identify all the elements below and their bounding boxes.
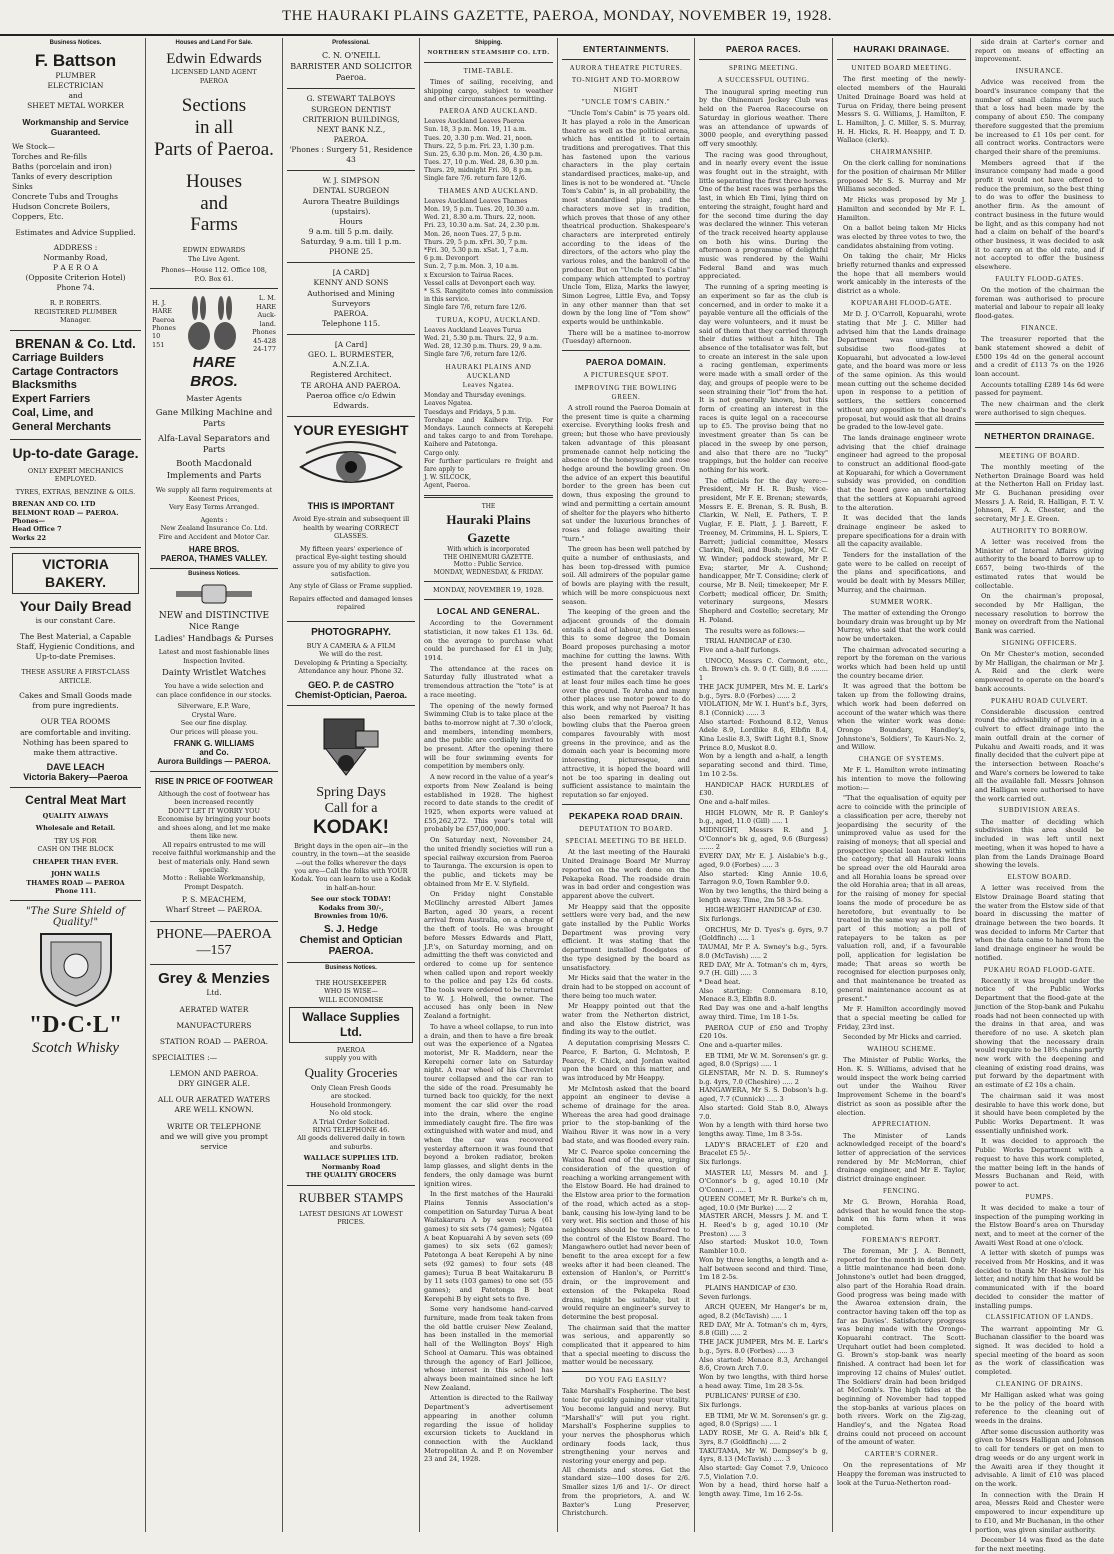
paragraph: Some very handsome hand-carved furniture, made from teak taken from the old battle cruiser New Zealand, has been installed in the memorial hall of the Wellington Boys' High School at Oamaru. This was obtained through the agency of Earl Jellicoe, whose interest in this school has always been maintained since he left New Zealand. xyxy=(424,1305,553,1392)
dateline: MONDAY, NOVEMBER 19, 1928. xyxy=(433,586,544,595)
agent-signature: EDWIN EDWARDS The Live Agent. xyxy=(182,246,246,263)
garage-ad xyxy=(10,440,141,548)
mechanics: ONLY EXPERT MECHANICS EMPLOYED. xyxy=(27,466,124,484)
wholesale: Wholesale and Retail. xyxy=(35,824,116,833)
paragraph: Members agreed that if the insurance company had made a good profit it would not have offered to reduce the premium, so the best thing to do was to offer the business to another firm. As the amount of contract business in the future would be light, and as this company had not had a claim on behalf of the board's other business, it was decided to ask it to carry on at the old rate, and if not accepted to offer the business elsewhere. xyxy=(975,158,1104,272)
paragraph: The green has been well patched by quite a number of enthusiasts, and has been top-dressed with pumice soil. All admirers of the popular game of bowls are playing with the result, which will be more conspicuous next season. xyxy=(562,545,690,606)
grey-menzies-name: Grey & Menzies xyxy=(158,969,270,987)
paragraph: "That the equalisation of equity per acre to coincide with the principle of a classification per acre, thereby not jeopardising the security of the unimproved value as used for the raising of moneys; that all special and prospective special loan rates within the category; that all Hauraki loans be spread over the old Hauraki area and all Horahia loans be spread over the old Horahia area; that in all areas, for the raising of money for special loans the mode of procedure be as heretofore, but eventually to be treated in the same way as in the first part of this motion; a poll of ratepayers to be taken as per valuation roll, and, if a favourable poll, application for legislation be made; That areas so worth be recognised for election purposes only, and that maintenance be treated as general maintenance account as at present." xyxy=(837,794,966,1003)
paragraph: Considerable discussion centred round the advisability of putting in a culvert to effect drainage into the main outfall drain at the corner of Pukahu and Awaiti roads, and it was finally decided that the culvert pipe at the intersection between Roache's and Ware's corners be lowered to take all the available fall. Messrs Johnson and Halligan were authorised to have the work carried out. xyxy=(975,707,1104,803)
paragraph: To have a wheel collapse, to run into a drain, and then to have a fire break out was the experience of a Ngatea motorist, Mr R. Maddern, near the Kerepehi corner late on Saturday night. A rear wheel of his Chevrolet tourer collapsed and the car ran to the side of the road. Presumably he turned back too quickly, for the next moment the car slid over the road into the drain, where the engine immediately caught fire. The fire was extinguished with water and mud, and when the car was recovered yesterday afternoon it was found that beyond a broken radiator, broken lamp glasses, and slight dents in the fenders, the only damage was burnt ignition wires. xyxy=(424,1022,553,1188)
subheading: FOREMAN'S REPORT. xyxy=(862,1235,941,1244)
masthead xyxy=(0,0,1114,36)
gazette-the: THE xyxy=(481,503,496,511)
races-heading: PAEROA RACES. xyxy=(725,44,802,54)
races-body xyxy=(699,88,828,1499)
races-sub: SPRING MEETING. xyxy=(729,64,798,73)
booth: Booth Macdonald Implements and Parts xyxy=(166,459,262,481)
manager: R. P. ROBERTS. REGISTERED PLUMBER Manager. xyxy=(34,299,117,325)
column-header: Business Notices. xyxy=(188,571,240,577)
paragraph: PUBLICANS' PURSE of £30. Six furlongs. xyxy=(699,1392,801,1410)
hare-left-phones: H. J. HARE Paeroa Phones 10 151 xyxy=(152,298,176,349)
scotch-whisky: Scotch Whisky xyxy=(31,1040,120,1057)
paragraph: The attendance at the races on Saturday fully illustrated what a tremendous attraction the "tote" is at a race meeting. xyxy=(424,664,553,699)
paragraph: The opening of the newly formed Swimming Club is to take place at the baths to-morrow night at 7.30 o'clock, and members, intending members, and the public are cordially invited to be present. After the opening there will be four swimming events for competition by members only. xyxy=(424,701,553,771)
paragraph: The first meeting of the newly-elected members of the Hauraki United Drainage Board was held at Turua on Friday, there being present Messrs S. G. Williams, J. Hamilton, F. L. Hamilton, J. C. Miller, S. S. Murray, H. H. Hicks, R. H. Heappy, and T. D. Wallace (clerk). xyxy=(837,75,966,145)
paragraph: The matter of extending the Orongo boundary drain was brought up by Mr Murray, who said that the work could now be undertaken. xyxy=(837,608,966,643)
paragraph: At the last meeting of the Hauraki United Drainage Board Mr Murray reported on the work done on the Pekapeka Road. The roadside drain was in bad order and congestion was apparent above the culvert. xyxy=(562,848,690,900)
important: THIS IS IMPORTANT xyxy=(307,501,395,512)
paragraph: On Friday night Constable McGlinchy arrested Albert James Barton, aged 30 years, a recent arrival from Australia, on a charge of the theft of tools. He was brought before Messrs Edwards and Platt, J.P.'s, on Saturday morning, and on admitting the theft was convicted and ordered to come up for sentence when called upon and report weekly to the police and pay 12s 6d costs. The tools were ordered to be returned to W. J. Holwell, the owner. The accused has only been in New Zealand a fortnight. xyxy=(424,890,553,1021)
subheading: APPRECIATION. xyxy=(871,1120,932,1129)
gazette-name: Hauraki Plains Gazette xyxy=(446,512,531,545)
supply: We supply all farm requirements at Keenest Prices, Very Easy Terms Arranged. xyxy=(155,486,273,512)
paragraph: The warrant appointing Mr G. Buchanan classifier to the board was signed. It was decided to hold a special meeting of the board as soon as the work of classification was completed. xyxy=(975,1324,1104,1377)
care: is our constant Care. xyxy=(35,615,116,625)
agent-phones: Phones—House 112. Office 108, P.O. Box 61. xyxy=(161,266,267,283)
entertainment-body xyxy=(562,109,690,346)
paragraph: ORCHUS, Mr D. Tyes's g. 6yrs, 9.7 (Goldfinch) ..... 1 TAUMAI, Mr P. A. Swney's b.g., 5yrs. 8.0 (McTavish) ..... 2 RED DAY, Mr A. Totman's ch m, 4yrs, 9.7 (H. Gill) ..... 3 * Dead heat. Also starting: Connemara 8.10, Menace 8.3, Elbfin 8.0. Red Day was one and a-half lengths away third. Time, 1m 18 1-5s. xyxy=(699,925,828,1021)
edwards-ad xyxy=(150,46,278,289)
paragraph: The lands drainage engineer wrote advising that the chief drainage engineer had agreed to the proposal to construct an additional flood-gate at Kopuarahi, for which a Government subsidy was provided, on condition that the board gave an undertaking that the settlers at Kopuarahi agreed to the alteration. xyxy=(837,433,966,512)
master-agents: Master Agents xyxy=(186,394,242,404)
tyres: TYRES, EXTRAS, BENZINE & OILS. xyxy=(15,487,136,496)
eye-text-4: Repairs effected and damaged lenses repaired xyxy=(289,594,413,612)
paragraph: It was decided to approach the Public Works Department with a request to have this work completed, the matter being left in the hands of Messrs Buchanan and Reid, with power to act. xyxy=(975,1137,1104,1189)
subheading: ELSTOW BOARD. xyxy=(1007,872,1072,881)
bakery-ad xyxy=(10,548,141,788)
paragraph: The chairman said it was most desirable to have this work done, but it should have been completed by the Public Works Department. It was essentially unfinished work. xyxy=(975,1091,1104,1135)
houses-headline: Houses and Farms xyxy=(186,170,242,236)
williams-owner: FRANK G. WILLIAMS and Co. Aurora Buildings — PAEROA. xyxy=(157,739,271,767)
eye-text-3: Any style of Glass or Frame supplied. xyxy=(289,582,413,591)
column-header: Business Notices. xyxy=(49,40,102,46)
paragraph: Mr Heappy pointed out that the water from the Netherton district, and also the Elstow district, was finding its way to the outlet. xyxy=(562,1002,690,1037)
paragraph: UNOCO, Messrs C. Cormont, etc., ch. Brown's ch. 9. 0 (T. Gill), 8.6 ........ 1 THE JACK JUMPER, Mrs M. E. Lark's b.g., 5yrs. 8.0 (Forbes) ...... 2 VIOLATION, Mr W. I. Hunt's b.f., 3yrs, 8.1 (Connick) ...... 3 Also started: Foxhound 8.12, Venus Adele 8.9, Lordlike 8.6, Elbfin 8.4, Kina Leslie 8.3, Swift Light 8.1, Snow Prince 8.0, Muskot 8.0. Won by a length and a-half, a length separating second and third. Time, 1m 10 2-5s. xyxy=(699,656,828,778)
paragraph: On Mr Chester's motion, seconded by Mr Halligan, the chairman or Mr J. A. Reid and the clerk were empowered to operate on the board's bank accounts. xyxy=(975,650,1104,693)
subheading: FINANCE. xyxy=(1021,323,1058,332)
netherton-sub: MEETING OF BOARD. xyxy=(999,451,1080,460)
paragraph: PAEROA CUP of £50 and Trophy £20 10s. One and a-quarter miles. xyxy=(699,1023,828,1049)
kodak-text: Bright days in the open air—in the country, in the town—at the seaside—out the folks wherever the days you are—Call the folks with YOUR Kodak. You can learn to use a Kodak in half-an-hour. xyxy=(290,841,412,892)
subheading: CLASSIFICATION OF LANDS. xyxy=(985,1313,1094,1322)
column-netherton xyxy=(971,38,1108,1553)
paragraph: The foreman, Mr J. A. Bennett, reported for the month in detail. Only a little maintenance had been done. Johnstone's outlet had been dragged, also part of the Horahia Road drain. Good progress was being made with the Awaroa extension drain, the contractor having taken off the top as far as Davies'. Satisfactory progress was being made with the Orongo-Kopuarahi contract. The Scott-Urquhart outlet had been completed. G. Brown's stop-bank was nearly finished. A contract had been let for improving 12 chains of Mules' outlet. The Soldiers' drain had been bridged at McComb's. The high tides at the beginning of November had topped the stop-banks at various places on both rivers. Work on the Zig-zag, Handley's, and the Ngatea Road drains could not proceed on account of the amount of water. xyxy=(837,1247,966,1447)
subheading: CHANGE OF SYSTEMS. xyxy=(858,755,945,764)
talboys-text: G. STEWART TALBOYS SURGEON DENTIST CRITERION BUILDINGS, NEXT BANK N.Z., PAEROA. 'Phones : Surgery 51, Residence 43 xyxy=(289,94,413,165)
schedule-thames: Leaves Auckland Leaves Thames Mon. 19, 5 p.m. Tues. 20, 10.30 a.m. Wed. 21, 8.30 a.m. Thurs. 22, noon. Fri. 23, 10.30 a.m. Sat. 24, 2.30 p.m. Mon. 26, noon Tues. 27, 5 p.m. Thurs. 29, 5 p.m. xFri. 30, 7 p.m. *Fri. 30, 5.30 p.m. xSat. 1, 7 a.m. 6 p.m. Devonport Sun. 2, 7 p.m. Mon. 3, 10 a.m. x Excursion to Tairua Races. Vessel calls at Devonport each way. * S.S. Rangitoto comes into commission in this service. Single fare 7/6, return fare 12/6. xyxy=(424,197,553,312)
eyesight-ad xyxy=(287,417,415,622)
paragraph: A letter with sketch of pumps was received from Mr Hoskins, and it was decided to thank Mr Hoskins for his letter, and notify him that he would be communicated with if the board decided to consider the matter of installing pumps. xyxy=(975,1249,1104,1310)
schedule-hauraki: Monday and Thursday evenings. Leaves Ngatea. Tuesdays and Fridays, 5 p.m. Torehape and Kaihere Trip. For Mondays. Launch connects at Kerepehi and takes cargo to and from Torehape. Kaihere and Patetonga. Cargo only. For further particulars re freight and fare apply to J. W. SILCOCK, Agent, Paeroa. xyxy=(424,392,553,490)
drainage-continued xyxy=(975,38,1104,417)
paragraph: On Saturday next, November 24, the united friendly societies will run a special railway excursion from Paeroa to Tauranga. The excursion is open to the public, and tickets may be obtained from Mr E. V. Slyfield. xyxy=(424,836,553,888)
supply-you: PAEROA supply you with xyxy=(325,1045,377,1063)
masthead-title: THE HAURAKI PLAINS GAZETTE, PAEROA, MONDAY, NOVEMBER 19, 1928. xyxy=(281,8,833,24)
williams-ad xyxy=(150,577,278,772)
spring-days: Spring Days Call for a xyxy=(316,784,386,816)
manufacturers: MANUFACTURERS xyxy=(176,1020,252,1030)
local-general-heading: LOCAL AND GENERAL. xyxy=(436,606,541,616)
bakery-owner: DAVE LEACH Victoria Bakery—Paeroa xyxy=(23,761,128,782)
simpson-card xyxy=(287,171,415,263)
drainage-body xyxy=(837,75,966,1487)
paragraph: December 14 was fixed as the date for the next meeting. xyxy=(975,1536,1104,1553)
column-professional xyxy=(283,38,420,1532)
photography-owner: GEO. P. de CASTRO Chemist-Optician, Paeroa. xyxy=(294,679,408,700)
kenny-text: [A CARD] KENNY AND SONS Authorised and Mining Surveyors PAEROA. Telephone 115. xyxy=(307,268,395,328)
bakery-title: VICTORIA BAKERY. xyxy=(12,553,139,594)
quality: QUALITY ALWAYS xyxy=(42,811,109,820)
kodak-owner: S. J. Hedge Chemist and Optician PAEROA. xyxy=(299,923,403,957)
battson-ad xyxy=(10,46,141,331)
agent-title: LICENSED LAND AGENT PAEROA xyxy=(171,68,257,85)
route-paeroa-auckland: PAEROA AND AUCKLAND. xyxy=(439,106,538,115)
paragraph: Mr Hicks said that the water in the drain had to be stopped on account of there being too much water. xyxy=(562,974,690,1000)
paragraph: It was decided to make a tour of inspection of the pumping working in the Elstow Board's area on Thursday next, and to meet at the corner of the Awaiti West Road at one o'clock. xyxy=(975,1203,1104,1247)
quality-groceries: Quality Groceries xyxy=(304,1064,398,1080)
cheaper: CHEAPER THAN EVER. xyxy=(32,857,119,866)
paragraph: The Minister of Lands acknowledged receipt of the board's letter of appreciation of the services rendered by Mr McMorran, chief drainage engineer, and Mr E. Taylor, district drainage engineer. xyxy=(837,1131,966,1184)
column-entertainments xyxy=(558,38,695,1532)
stock-list: We Stock— Torches and Re-fills Baths (porcelain and iron) Tanks of every description Sinks Concrete Tubs and Troughs Hudson Concrete Boilers, Coppers, Etc. xyxy=(12,141,118,222)
footwear-ad xyxy=(150,772,278,922)
column-header: Shipping. xyxy=(474,40,503,46)
gazette-sub: With which is incorporated THE OHINEMURI GAZETTE. Motto : Public Service. MONDAY, WEDNESDAY, & FRIDAY. xyxy=(433,545,544,577)
photography-ad xyxy=(287,622,415,706)
paragraph: Mr G. Brown, Horahia Road, advised that he would fence the stop-bank on his farm when it was completed. xyxy=(837,1197,966,1233)
footwear-body: Although the cost of footwear has been increased recently DON'T LET IT WORRY YOU Economise by bringing your boots and shoes along, and let me make them like new. All repairs entrusted to me will receive faithful workmanship and the best of materials only. Hand sewn specially. Motto : Reliable Workmanship, Prompt Despatch. xyxy=(152,790,276,891)
latest-designs: LATEST DESIGNS AT LOWEST PRICES. xyxy=(299,1209,403,1226)
schedule-paeroa: Leaves Auckland Leaves Paeroa Sun. 18, 3 p.m. Mon. 19, 11 a.m. Tues. 20, 3.30 p.m. Wed. 21, noon. Thurs. 22, 5 p.m. Fri. 23, 1.30 p.m. Sun. 25, 6.30 p.m. Mon. 26, 4.30 p.m. Tues. 27, 10 p.m. Wed. 28, 6.30 p.m. Thurs. 29, midnight Fri. 30, 8 p.m. Single fare 7/6. return fare 12/6. xyxy=(424,118,543,183)
pekapeka-body xyxy=(562,848,690,1367)
subheading: WAIHOU SCHEME. xyxy=(867,1045,936,1054)
eye-text-1: Avoid Eye-strain and subsequent ill health by wearing CORRECT GLASSES. xyxy=(292,515,410,541)
kodak-brand: KODAK! xyxy=(313,816,389,838)
eye-text-2: My fifteen years' experience of practical Eye-sight testing should assure you of my ability to give you satisfaction. xyxy=(292,544,410,579)
alfa-laval: Alfa-Laval Separators and Parts xyxy=(157,433,271,455)
schedule-turua: Leaves Auckland Leaves Turua Wed. 21, 5.30 p.m. Thurs. 22, 9 a.m. Wed. 28, 12.30 p.m. Thurs. 29, 9 a.m. Single fare 7/6, return fare 12/6. xyxy=(424,326,542,359)
route-thames-auckland: THAMES AND AUCKLAND. xyxy=(438,186,539,195)
grey-menzies-ad xyxy=(150,965,278,1163)
paragraph: The chairman said that the matter was serious, and apparently so complicated that it appeared to him that a special meeting to discuss the matter would be necessary. xyxy=(562,1323,690,1367)
paragraph: EB TIMI, Mr W. M. Sorensen's gr. g. aged, 8.0 (Sprigs) ..... 1 LADY ROSE, Mr G. A. Reid's blk f, 3yrs, 8.7 (Goldfinch) ..... 2 TAKUTAMA, Mr W. Dempsey's b g, 4yrs, 8.13 (McTavish) ..... 3 Also started: Gay Comet 7.9, Unicoco 7.5, Violation 7.0. Won by a head, third horse half a length away. Time, 1m 16 2-5s. xyxy=(699,1411,828,1499)
paragraph: The treasurer reported that the bank statement showed a debit of £500 19s 4d on the general account and a credit of £113 7s on the 1926 loan account. xyxy=(975,335,1104,378)
wristlet: Dainty Wristlet Watches xyxy=(162,667,266,678)
paragraph: The officials for the day were:— President, Mr H. R. Bush; vice-president, Mr F. E. Brenan; stewards, Messrs E. E. Brenan, S. R. Bush, B. Clarkin, W. Nell, E. Pathers, T. P. Vuglar, F. E. Platt, J. J. Barrett, F. Treeney, M. Crimmins, H. L. Spiers, T. Barrett; judicial committee, Messrs Clarkin, Neil, and Bush; judge, Mr C. W. Winder; paddock steward, Mr P. Eva; starter, Mr A. Cushond; handicapper, Mr T. Considine; clerk of course, Mr B. Neil; timekeeper, Mr F. Corbett; medical officer, Dr. Smith; veterinary surgeons, Messrs Shepherd and Costello; secretary, Mr H. Poland. xyxy=(699,476,828,624)
subheading: INSURANCE. xyxy=(1015,67,1064,76)
gane: Gane Milking Machine and Parts xyxy=(155,407,273,430)
column-houses-land xyxy=(146,38,283,1532)
hare-brand: HARE BROS. xyxy=(190,353,238,390)
hare-right-phones: L. M. HARE Auck- land. Phones 45-428 24-177 xyxy=(252,294,276,354)
paragraph: Seconded by Mr Hicks and carried. xyxy=(843,1033,962,1042)
gazette-nameplate xyxy=(424,503,553,577)
paragraph: Accounts totalling £289 14s 6d were passed for payment. xyxy=(975,380,1104,398)
uncle-tom: "UNCLE TOM'S CABIN." xyxy=(581,97,671,106)
aerated-water: AERATED WATER xyxy=(179,1004,249,1014)
wallace-ad xyxy=(287,971,415,1186)
column-header: Business Notices. xyxy=(325,964,377,971)
paragraph: Mr F. L. Hamilton wrote intimating his intention to move the following motion:— xyxy=(837,766,966,792)
domain-body xyxy=(562,404,690,800)
phone-number: PHONE—PAEROA —157 xyxy=(156,926,272,958)
cakes: Cakes and Small Goods made from pure ingredients. xyxy=(19,691,132,711)
paragraph: After some discussion authority was given to Messrs Halligan and Johnson to call for tenders or get on men to drag weeds or do any urgent work in the Awaiti area if they thought it advisable. A limit of £10 was placed on the work. xyxy=(975,1427,1104,1488)
paragraph: On taking the chair, Mr Hicks briefly returned thanks and expressed the hope that all members would work amicably in the interests of the district as a whole. xyxy=(837,252,966,296)
photography-title: PHOTOGRAPHY. xyxy=(311,626,391,638)
column-header: Professional. xyxy=(332,40,370,46)
paragraph: Mr Halligan asked what was going to be the policy of the board with reference to the cleaning out of weeds in the drains. xyxy=(975,1390,1104,1426)
assure: THESE ASSURE A FIRST-CLASS ARTICLE. xyxy=(21,668,130,685)
estimates: Estimates and Advice Supplied. xyxy=(15,227,136,237)
subheading: AUTHORITY TO BORROW. xyxy=(991,526,1088,535)
shield-crest-icon xyxy=(31,928,121,1008)
tonight: TO-NIGHT AND TO-MORROW NIGHT xyxy=(571,76,681,94)
paragraph: The new chairman and the clerk were authorised to sign cheques. xyxy=(975,400,1104,417)
housekeeper: THE HOUSEKEEPER WHO IS WISE— WILL ECONOMISE xyxy=(315,978,387,1004)
paragraph: Mr McIntosh asked that the board appoint an engineer to devise a scheme of drainage for the area. Whereas the area had good drainage prior to the stop-banking of the Waihou River it was now in a very bad state, and was flooded every rain. xyxy=(562,1084,690,1145)
kodak-prices: See our stock TODAY! Kodaks from 30/-, Brownies from 10/6. xyxy=(310,895,392,921)
paragraph: side drain at Carter's corner and report on means of effecting an improvement. xyxy=(975,38,1104,64)
races-sub-2: A SUCCESSFUL OUTING. xyxy=(717,76,810,85)
services: Carriage Builders Cartage Contractors Blacksmiths Expert Farriers Coal, Lime, and General Merchants xyxy=(12,351,119,433)
hare-rabbits-icon xyxy=(177,294,247,354)
paragraph: On the clerk calling for nominations for the position of chairman Mr Miller proposed Mr S. S. Murray and Mr Williams seconded. xyxy=(837,159,966,194)
paragraph: HANDICAP HACK HURDLES of £30. One and a-half miles. xyxy=(699,780,828,806)
specialties: SPECIALTIES :— xyxy=(152,1052,218,1062)
advertiser-name: BRENAN & Co. Ltd. xyxy=(15,335,136,351)
paragraph: In connection with the Drain H area, Messrs Reid and Chester were empowered to incur expenditure up to £10, and Mr Buchanan, in the other portion, was given similar authority. xyxy=(975,1490,1104,1534)
pekapeka-heading: PEKAPEKA ROAD DRAIN. xyxy=(569,810,683,821)
column-races xyxy=(695,38,833,1532)
paragraph: The chairman advocated securing a report by the foreman on the various works which had been held up until the country became drier. xyxy=(837,645,966,680)
wristwatch-icon xyxy=(174,582,254,606)
selection: You have a wide selection and can place confidence in our stocks. xyxy=(156,682,272,699)
paragraph: The Minister of Public Works, the Hon. K. S. Williams, advised that he would inspect the work being carried out under the Waihou River Improvement Scheme in the board's district as soon as possible after the election. xyxy=(837,1056,966,1117)
paragraph: It was decided that the lands drainage engineer be asked to prepare specifications for a drain with all the capacity available. xyxy=(837,514,966,549)
route-hauraki: HAURAKI PLAINS AND AUCKLAND Leaves Ngatea. xyxy=(445,362,532,389)
paragraph: The results were as follows:— xyxy=(705,626,806,635)
paragraph: In the first matches of the Hauraki Plains Tennis Association's competition on Saturday Turua A beat Waitakaruru A by seven sets (61 games) to six sets (74 games); Ngatea A beat Kopuarahi A by seven sets (69 games) to six sets (62 games); Patetonga A beat Kerepehi A by nine sets (92 games) to four sets (48 games); Turua B beat Waitakaruru B by 11 sets (103 games) to one set (55 games); and Patetonga B beat Kerepehi B by eight sets to five. xyxy=(424,1190,553,1303)
domain-sub: A PICTURESQUE SPOT. xyxy=(583,371,669,380)
simpson-text: W. J. SIMPSON DENTAL SURGEON Aurora Theatre Buildings (upstairs). Hours 9 a.m. till 5 p.m. daily. Saturday, 9 a.m. till 1 p.m. PHONE 25. xyxy=(300,176,402,257)
paragraph: The inaugural spring meeting run by the Ohinemuri Jockey Club was held on the Paeroa Racecourse on Saturday in glorious weather. There was an attendance of upwards of 3000 people, and everything passed off very smoothly. xyxy=(699,87,828,148)
grey-ltd: Ltd. xyxy=(206,988,222,998)
shield-slogan: "The Sure Shield of Quality!" xyxy=(26,906,125,929)
paragraph: Mr Hicks was proposed by Mr J. Hamilton and seconded by Mr F. L. Hamilton. xyxy=(837,196,966,222)
paragraph: The matter of deciding which subdivision this area should be included in was left until next meeting, when it was hoped to have a plan from the Lands Drainage Board showing the levels. xyxy=(975,817,1104,870)
shipping-company: NORTHERN STEAMSHIP CO. LTD. xyxy=(427,49,550,56)
wallace-footer: WALLACE SUPPLIES LTD. Normanby Road THE QUALITY GROCERS xyxy=(303,1154,399,1180)
photography-text: BUY A CAMERA & A FILM We will do the rest. Developing & Printing a Specialty. Attendance any hour. Phone 32. xyxy=(294,641,408,676)
local-general-body xyxy=(424,619,553,1464)
fag-heading: DO YOU FAG EASILY? xyxy=(585,1376,667,1385)
paragraph: Mr D. J. O'Carroll, Kopuarahi, wrote stating that Mr J. C. Miller had advised him that the Lands drainage Department was unwilling to subsidise two flood-gates at Kopuarahi, but advocated a low-level gate, and the board was more or less of the same opinion. As this would mean cutting out the scheme decided upon in response to a petition of settlers, the settlers concerned without any opposition to the board's proposal, but would ask that all drains be graded to the low-level gate. xyxy=(837,310,966,432)
meat-ad xyxy=(10,788,141,902)
paragraph: TRIAL HANDICAP of £30. Five and a-half furlongs. xyxy=(699,637,792,654)
subheading: FENCING. xyxy=(883,1186,920,1195)
best-material: The Best Material, a Capable Staff, Hygienic Conditions, and Up-to-date Premises. xyxy=(16,631,135,662)
paragraph: On the representations of Mr Heappy the foreman was instructed to look at the Turua-Netherton road- xyxy=(837,1461,966,1487)
paragraph: ARCH QUEEN, Mr Hanger's br m, aged, 8.2 (McTavish) ..... 1 RED DAY, Mr A. Totman's ch m, 4yrs, 8.8 (Gill) ..... 2 THE JACK JUMPER, Mrs M. E. Lark's b.g., 5yrs. 8.0 (Forbes) ..... 3 Also started: Menace 8.3, Archangel 8.6, Crown Arch 7.0. Won by two lengths, with third horse a head away. Time, 1m 28 3-5s. xyxy=(699,1303,828,1390)
trades: PLUMBER ELECTRICIAN and SHEET METAL WORKER xyxy=(27,71,124,111)
silverware: Silverware, E.P. Ware, Crystal Ware. See our fine display. Our prices will please you. xyxy=(170,702,258,736)
pekapeka-sub: DEPUTATION TO BOARD. xyxy=(579,824,673,833)
well-known: ALL OUR AERATED WATERS ARE WELL KNOWN. xyxy=(157,1095,271,1115)
meat-owner: JOHN WALLS THAMES ROAD — PAEROA Phone 111. xyxy=(26,870,125,895)
paragraph: Mr Heappy said that the opposite settlers were very bad, and the new gate installed by the Public Works Department was proving very efficient. It was stating that the department installed floodgates of the type designed by the board as unsatisfactory. xyxy=(562,902,690,972)
paragraph: Advice was received from the board's insurance company that the number of small claims were such that a loss had been made by the company of about £50. The company therefore suggested that the premium be increased to £1 10s per cent. for all contract works. Contractors were charged their share of the premiums. xyxy=(975,78,1104,156)
fag-body: Take Marshall's Fospherine. The best tonic for quickly gaining your vitality. You become languid and nervy. But "Marshall's" will put you right. Marshall's Fospherine supplies to your nerves the phosphorus which ordinary foods lack, thus strengthening your nerves and restoring your energy and pep. All chemists and stores. Get the standard size—100 doses for 2/6. Smaller sizes 1/6 and 1/-. Or direct from the proprietors, A. and W. Baxter's Lung Preserver, Christchurch. xyxy=(562,1387,690,1518)
bread-slogan: Your Daily Bread xyxy=(19,598,132,615)
talboys-card xyxy=(287,89,415,171)
insurance-agents: Agents : New Zealand Insurance Co. Ltd. Fire and Accident and Motor Car. xyxy=(158,515,270,541)
paragraph: There will be a matinee to-morrow (Tuesday) afternoon. xyxy=(562,328,690,346)
footwear-owner: P. S. MEACHEM, Wharf Street — PAEROA. xyxy=(165,895,263,915)
wallace-details: Only Clean Fresh Goods are stocked. Household Ironmongery. No old stock. A Trial Order Solicited. RING TELEPHONE 46. All goods delivered daily in town and suburbs. xyxy=(297,1083,405,1151)
paragraph: A deputation comprising Messrs C. Pearce, F. Barton, G. McIntosh, P. Pearce, F. Chick, and Jordan waited upon the board on this matter, and was introduced by Mr Heappy. xyxy=(562,1039,690,1082)
paragraph: A new record in the value of a year's exports from New Zealand is being established in 1928. The highest record to date stands to the credit of 1925, when exports were valued at £55,262,272. This year's total will probably be £57,000,000. xyxy=(424,773,553,834)
subheading: CLEANING OF DRAINS. xyxy=(995,1379,1084,1388)
timetable-intro: Times of sailing, receiving, and shipping cargo, subject to weather and other circumstances permitting. xyxy=(424,77,553,104)
paragraph: The racing was good throughout, and in nearly every event the issue was fought out in the straight, with little separating the first three horses. One of the best races was perhaps the last, in which Eb Timi, lying third on entering the straight, fought hard and for the second time during the day was declared the winner. This veteran of the track received hearty applause on both his wins. During the afternoon a programme of delightful music was rendered by the Waihi Federal Band and was much appreciated. xyxy=(699,150,828,281)
burmester-text: [A Card] GEO. L. BURMESTER, A.N.Z.I.A. Registered Architect. TE AROHA AND PAEROA. Paeroa office c/o Edwin Edwards. xyxy=(301,340,401,410)
paragraph: LADY'S BRACELET of £20 and Bracelet £5 5/-. Six furlongs. xyxy=(699,1140,828,1167)
paragraph: On a ballot being taken Mr Hicks was elected by three votes to two, the candidates abstaining from voting. xyxy=(837,224,966,250)
paragraph: On the motion of the chairman the foreman was authorised to procure material and labour to repair all leaky flood-gates. xyxy=(975,286,1104,321)
footwear-title: RISE IN PRICE OF FOOTWEAR xyxy=(155,777,273,787)
kodak-ad xyxy=(287,706,415,963)
subheading: SUBDIVISION AREAS. xyxy=(998,806,1081,815)
bags-title: NEW and DISTINCTIVE xyxy=(158,611,270,621)
subheading: FAULTY FLOOD-GATES. xyxy=(995,274,1084,283)
paragraph: Recently it was brought under the notice of the Public Works Department that the flood-gate at the junction of the Stop-bank and Pukahu roads had not been connected up with the drains in that area, and was therefore of no use. A sketch plan showing that the necessary drain would require to be 18¾ chains partly new work with the deepening and cleaning of existing road drains, was put forward by the department with an estimate of £2 10s a chain. xyxy=(975,976,1104,1090)
dcl-ad xyxy=(10,901,141,1062)
netherton-body xyxy=(975,463,1104,1554)
aurora-heading: AURORA THEATRE PICTURES. xyxy=(569,64,683,73)
burmester-card xyxy=(287,335,415,417)
oneill-text: C. N. O'NEILL BARRISTER AND SOLICITOR Paeroa. xyxy=(290,51,412,82)
column-drainage xyxy=(833,38,971,1532)
column-shipping-local xyxy=(420,38,558,1532)
phone-banner xyxy=(150,922,278,965)
paragraph: Tenders for the installation of the gate were to be called on receipt of the plans and specifications, and would be dealt with by Messrs Miller, Murray, and the chairman. xyxy=(837,551,966,594)
write-telephone: WRITE OR TELEPHONE and we will give you prompt service xyxy=(160,1121,268,1151)
handbags: Nice Range Ladies' Handbags & Purses xyxy=(154,622,274,644)
paragraph: MASTER LU, Messrs M. and J. O'Connor's b g, aged 10.10 (Mr O'Connor) ..... 1 QUEEN COMET, Mr R. Burke's ch m, aged, 10.0 (Mr Burke) ..... 2 MASTER ARCH, Messrs J. M. and T. H. Reed's b g, aged 10.10 (Mr Preston) ..... 3 Also started: Muskot 10.0, Town Rambler 10.0. Won by three lengths, a length and a-half between second and third. Time, 1m 18 2-5s. xyxy=(699,1168,828,1282)
station-road: STATION ROAD — PAEROA. xyxy=(159,1036,269,1046)
paragraph: The running of a spring meeting is an experiment so far as the club is concerned, and in order to make it a payable venture all the officials of the day were volunteers, and it must be said of them that they carried through their duties without a hitch. The absence of the totalisator was felt, but to create an interest in the sale upon a racing gentleman, experiments were made with a small order of the day, and groups of people were to be seen straining their "lot" from the hat. It is not generally known, but this form of creating an interest in the races is quite legal on a racecourse up to £5. The proviso being that no investment greater than 5s can be placed in the sweep by one person, and also that there are no "lucky" trappings, but the holder can receive nothing for his work. xyxy=(699,283,828,474)
eye-icon xyxy=(296,439,406,494)
oneill-card xyxy=(287,46,415,89)
rubber-stamps-ad xyxy=(287,1186,415,1232)
column-business-notices xyxy=(6,38,146,1532)
timetable-title: TIME-TABLE. xyxy=(463,66,514,75)
lemon-ginger: LEMON AND PAEROA. DRY GINGER ALE. xyxy=(169,1069,259,1089)
subheading: SUMMER WORK. xyxy=(870,597,933,606)
drainage-sub: UNITED BOARD MEETING. xyxy=(851,64,952,73)
domain-sub-2: IMPROVING THE BOWLING GREEN. xyxy=(574,383,678,401)
hare-ad xyxy=(150,289,278,569)
netherton-heading: NETHERTON DRAINAGE. xyxy=(984,431,1095,442)
eyesight-title: YOUR EYESIGHT xyxy=(293,421,409,438)
wallace-name: Wallace Supplies Ltd. xyxy=(289,1007,413,1043)
paragraph: The keeping of the green and the adjacent grounds of the domain entails a deal of labour, and to lessen this to some degree the Domain Board proposes purchasing a motor machine for cutting the lawns. With the present hand device it is estimated that the caretaker travels at least four miles each time he goes over the ground. Te Aroha and many other places use motor power to do this work, and why not Paeroa? It has also been remarked by visiting bowling clubs that the Paeroa green compares favourably with most greens in the province, and as the domain each year is becoming more interesting, picturesque, and attractive, it is hoped the board will not be too sparing in dealing out sufficient assistance to maintain the reputation so far enjoyed. xyxy=(562,608,690,799)
drainage-heading: HAURAKI DRAINAGE. xyxy=(853,44,950,54)
advertiser-name: F. Battson xyxy=(34,51,117,70)
tea-rooms: OUR TEA ROOMS are comfortable and inviting. Nothing has been spared to make them attractive. xyxy=(20,717,131,757)
paragraph: Mr F. Hamilton accordingly moved that a special meeting be called for Friday, 23rd inst. xyxy=(837,1005,966,1031)
paragraph: HIGH FLOWN, Mr R. P. Ganley's b.g., aged, 11.0 (Gill) ..... 1 MIDNIGHT, Messrs R. and J. O'Connor's bk g, aged, 9.6 (Burgess) ....... 2 EVERY DAY, Mr E. J. Aislabie's b.g., aged, 9.0 (Forbes) ..... 3 Also started: King Annie 10.6, Tarragon 9.0, Town Rambler 9.0. Won by two lengths, the third being a length away. Time, 2m 58 3-5s. xyxy=(699,808,828,904)
subheading: PUKAHU ROAD CULVERT. xyxy=(991,696,1088,705)
garage-owner: BRENAN AND CO. LTD BELMONT ROAD — PAEROA. Phones— Head Office 7 Works 22 xyxy=(12,500,119,542)
paragraph: It was agreed that the bottom be taken up from the following drains, which work had been deferred on account of the water which was there when the winter work was done: Orongo Boundary, Handley's, Johnstone's, Soldiers', Te Kauri-No. 2, and Willow. xyxy=(837,682,966,752)
subheading: PUMPS. xyxy=(1025,1192,1054,1201)
paragraph: "Uncle Tom's Cabin" is 75 years old. It has played a role in the American theatre as well as the political arena, which has entitled it to certain traditions and prerogatives. That this has fastened upon the various characters in the play certain standardised practices, make-up, and lines is not to be wondered at. "Uncle Tom's Cabin" is, in all probability, the most standardised play; and the characters move set in tradition, which proves that those of any other theatrical production. Shakespeare's characters are interpreted entirely according to the ideas of the directors, of the actors who play the various roles, and the bankroll of the producer. But on "Uncle Tom's Cabin" company which attempted to portray Uncle Tom, Eliza, Marks the lawyer, Simon Legree, Little Eva, and Topsy in any other manner than that set down by the long line of "Tom show" experts would be unthinkable. xyxy=(562,109,690,327)
route-turua: TURUA, KOPU, AUCKLAND. xyxy=(436,315,541,324)
paragraph: On the chairman's proposal, seconded by Mr Halligan, the necessary resolution to borrow the money on overdraft from the National Bank was carried. xyxy=(975,592,1104,636)
subheading: CHAIRMANSHIP. xyxy=(870,148,933,157)
entertainments-heading: ENTERTAINMENTS. xyxy=(582,44,670,54)
paragraph: The monthly meeting of the Netherton Drainage Board was held at the Netherton Hall on Friday last. Mr G. Buchanan presiding over Messrs J. A. Reid, R. Halligan, F. T. V. Johnson, F. A. Chester, and the secretary, Mr J. E. Green. xyxy=(975,462,1104,524)
hare-footer: HARE BROS. PAEROA, THAMES VALLEY. xyxy=(160,545,268,563)
paragraph: PLAINS HANDICAP of £30. Seven furlongs. xyxy=(699,1283,798,1301)
paragraph: A letter was received from the Minister of Internal Affairs giving authority to the board to borrow up to £657, being two-thirds of the estimated rates that would be collectable. xyxy=(975,538,1104,590)
paragraph: A stroll round the Paeroa Domain at the present time is quite a charming exercise. Everything looks fresh and green; but those who have previously taken advantage of this pleasant promenade cannot help noticing the absence of the honeysuckle and rose hedge around the bowling green. On the advice of an expert this beautiful border to the green has been cut down, thus exposing the ground to wind and permitting a certain amount of shelter for the players who hitherto sat under the luxurious branches of roses and foliage awaiting their "turn." xyxy=(562,404,690,543)
brenan-ad xyxy=(10,331,141,441)
pekapeka-sub-2: SPECIAL MEETING TO BE HELD. xyxy=(565,837,687,846)
paragraph: EB TIMI, Mr W. M. Sorensen's gr. g. aged, 8.0 (Sprigs) ..... 1 GLENSTAR, Mr N. D. S. Rumney's b.g. 4yrs, 7.0 (Cheshire) ..... 2 HANGAWERA, Mr S. S. Dobson's b.g. aged, 7.7 (Cunnick) ..... 3 Also started: Gold Stab 8.0, Always 7.0. Won by a length with third horse two lengths away. Time, 1m 8 3-5s. xyxy=(699,1051,828,1138)
rubber-stamps: RUBBER STAMPS xyxy=(298,1189,404,1205)
paragraph: Attention is directed to the Railway Department's advertisement appearing in another column regarding the issue of holiday excursion tickets to Auckland in connection with the Auckland Metropolitan A. and P. on November 23 and 24, 1928. xyxy=(424,1394,553,1464)
paragraph: According to the Government statistician, it now takes £1 13s. 6d. on the average to purchase what could be purchased for £1 in July, 1914. xyxy=(424,619,553,663)
paragraph: HIGH-WEIGHT HANDICAP of £30. Six furlongs. xyxy=(699,906,822,924)
sections-headline: Sections in all Parts of Paeroa. xyxy=(154,95,274,160)
kenny-card xyxy=(287,263,415,335)
subheading: SIGNING OFFICERS. xyxy=(1001,638,1078,647)
subheading: KOPUARAHI FLOOD-GATE. xyxy=(851,298,952,307)
agent-name: Edwin Edwards xyxy=(166,51,262,67)
tagline: Workmanship and Service Guaranteed. xyxy=(22,116,129,137)
column-header: Houses and Land For Sale. xyxy=(175,40,253,46)
subheading: CARTER'S CORNER. xyxy=(864,1450,939,1459)
domain-heading: PAEROA DOMAIN. xyxy=(585,357,667,368)
dcl-brand: "D·C·L" xyxy=(28,1012,123,1039)
paragraph: Mr C. Pearce spoke concerning the Waitoa Road end of the area, urging consideration of the question of reaching a working arrangement with the Elstow Board. He had drained to the Elstow area prior to the formation of the road, which acted as a stop-bank, causing his low-lying land to be very wet. His section and those of his neighbours should be transferred to the control of the Elstow Board. The Mangawhero outlet had never been of benefit to the area except for a few weeks after it had been cleaned. The extension of Hanlon's, or Perritt's drain, or the improvement and extension of the Pekapeka Road drains, might be suitable, but it would require an engineer's survey to determine the best proposal. xyxy=(562,1147,691,1321)
latest-lines: Latest and most fashionable lines Inspection Invited. xyxy=(158,648,270,665)
address: ADDRESS : Normanby Road, P A E R O A (Opposite Criterion Hotel) Phone 74. xyxy=(25,242,126,293)
meat-title: Central Meat Mart xyxy=(25,792,126,807)
paragraph: A letter was received from the Elstow Drainage Board stating that the water from the Elstow side of that board in discussing the matter of drainage between the two boards. It was decided to inform Mr Carter that when the data came to hand from the land drainage engineer he would be notified. xyxy=(975,884,1104,962)
subheading: PUKAHU ROAD FLOOD-GATE. xyxy=(983,965,1096,974)
camera-icon xyxy=(316,711,386,781)
garage-title: Up-to-date Garage. xyxy=(12,445,139,462)
try-us: TRY US FOR CASH ON THE BLOCK xyxy=(37,836,114,854)
